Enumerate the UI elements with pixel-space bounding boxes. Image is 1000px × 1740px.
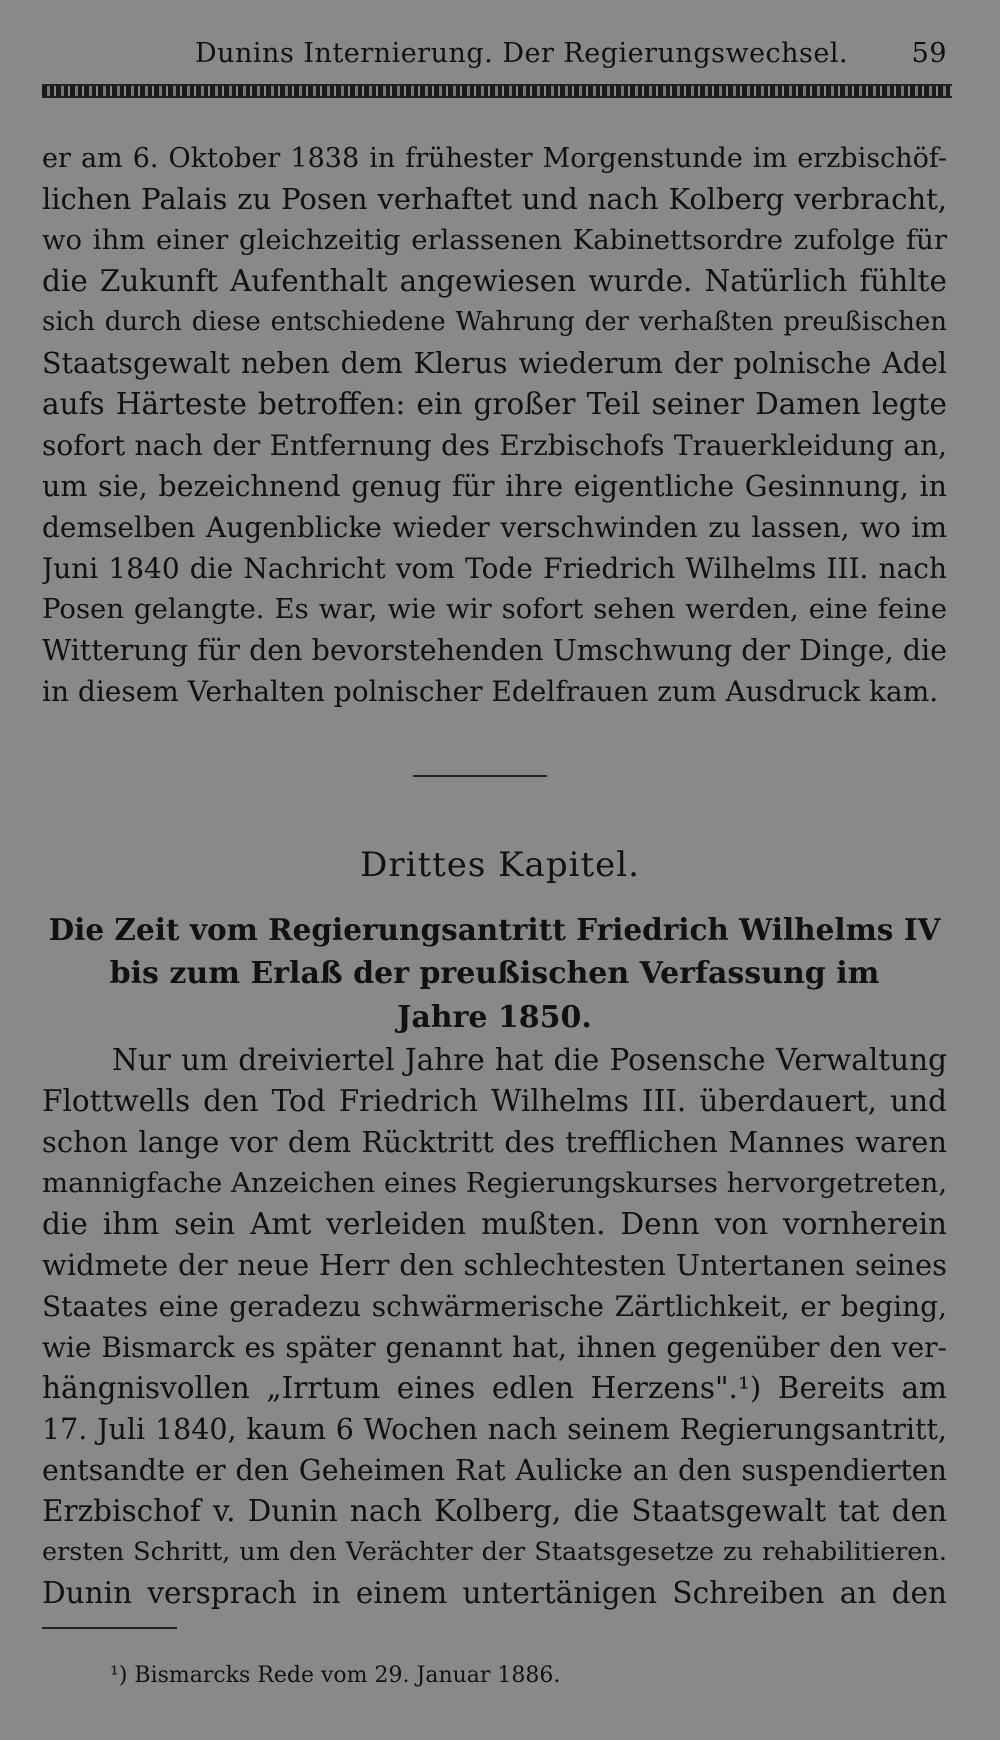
ornamental-rule	[42, 84, 952, 98]
text-line: entsandte er den Geheimen Rat Aulicke an den suspendierten	[42, 1454, 947, 1487]
chapter-title	[42, 908, 947, 1040]
text-line: Staatsgewalt neben dem Klerus wiederum der polnische Adel	[42, 347, 947, 380]
section-divider	[413, 775, 547, 777]
text-line: aufs Härteste betroffen: ein großer Teil seiner Damen legte	[42, 387, 947, 421]
footnote: ¹) Bismarcks Rede vom 29. Januar 1886.	[110, 1663, 561, 1688]
chapter-title-line: Jahre 1850.	[397, 1000, 592, 1035]
text-line: demselben Augenblicke wieder verschwinden zu lassen, wo im	[42, 511, 947, 544]
text-line: Dunin versprach in einem untertänigen Schreiben an den	[42, 1576, 947, 1610]
chapter-title-line: bis zum Erlaß der preußischen Verfassung im	[109, 956, 880, 991]
chapter-body	[42, 1040, 947, 1614]
footnote-rule	[42, 1627, 177, 1629]
text-line: ersten Schritt, um den Verächter der Staatsgesetze zu rehabilitieren.	[42, 1537, 947, 1567]
text-line: die ihm sein Amt verleiden mußten. Denn von vornherein	[42, 1207, 947, 1241]
text-line: in diesem Verhalten polnischer Edelfrauen zum Ausdruck kam.	[42, 675, 939, 708]
text-line: Erzbischof v. Dunin nach Kolberg, die Staatsgewalt tat den	[42, 1494, 947, 1528]
text-line: wo ihm einer gleichzeitig erlassenen Kabinettsordre zufolge für	[42, 224, 947, 256]
text-line: mannigfache Anzeichen eines Regierungskurses hervorgetreten,	[42, 1167, 947, 1199]
text-line: sich durch diese entschiedene Wahrung der verhaßten preußischen	[42, 307, 947, 337]
text-line: Witterung für den bevorstehenden Umschwung der Dinge, die	[42, 634, 947, 667]
text-line: um sie, bezeichnend genug für ihre eigentliche Gesinnung, in	[42, 470, 947, 503]
text-line: Staates eine geradezu schwärmerische Zärtlichkeit, er beging,	[42, 1290, 947, 1323]
text-line: sofort nach der Entfernung des Erzbischofs Trauerkleidung an,	[42, 429, 947, 462]
text-line: 17. Juli 1840, kaum 6 Wochen nach seinem Regierungsantritt,	[42, 1413, 947, 1446]
text-line: Flottwells den Tod Friedrich Wilhelms III. überdauert, und	[42, 1084, 947, 1118]
text-line: lichen Palais zu Posen verhaftet und nach Kolberg verbracht,	[42, 182, 947, 216]
running-head-title: Dunins Internierung. Der Regierungswechsel.	[195, 38, 849, 69]
text-line: widmete der neue Herr den schlechtesten Untertanen seines	[42, 1248, 947, 1282]
text-line: Posen gelangte. Es war, wie wir sofort sehen werden, eine feine	[42, 593, 947, 625]
paragraph-continued	[42, 138, 947, 712]
text-line: schon lange vor dem Rücktritt des trefflichen Mannes waren	[42, 1125, 947, 1159]
chapter-heading: Drittes Kapitel.	[360, 845, 640, 885]
text-line: wie Bismarck es später genannt hat, ihnen gegenüber den ver-	[42, 1331, 947, 1364]
text-line: er am 6. Oktober 1838 in frühester Morgenstunde im erzbischöf-	[42, 143, 947, 174]
text-line: hängnisvollen „Irrtum eines edlen Herzens".¹) Bereits am	[42, 1371, 947, 1405]
page-number: 59	[911, 38, 947, 69]
text-line: Juni 1840 die Nachricht vom Tode Friedrich Wilhelms III. nach	[42, 552, 947, 585]
chapter-title-line: Die Zeit vom Regierungsantritt Friedrich Wilhelms IV	[48, 912, 941, 947]
text-line: die Zukunft Aufenthalt angewiesen wurde. Natürlich fühlte	[42, 264, 947, 298]
text-line: Nur um dreiviertel Jahre hat die Posensche Verwaltung	[112, 1043, 947, 1077]
running-head	[195, 38, 955, 74]
